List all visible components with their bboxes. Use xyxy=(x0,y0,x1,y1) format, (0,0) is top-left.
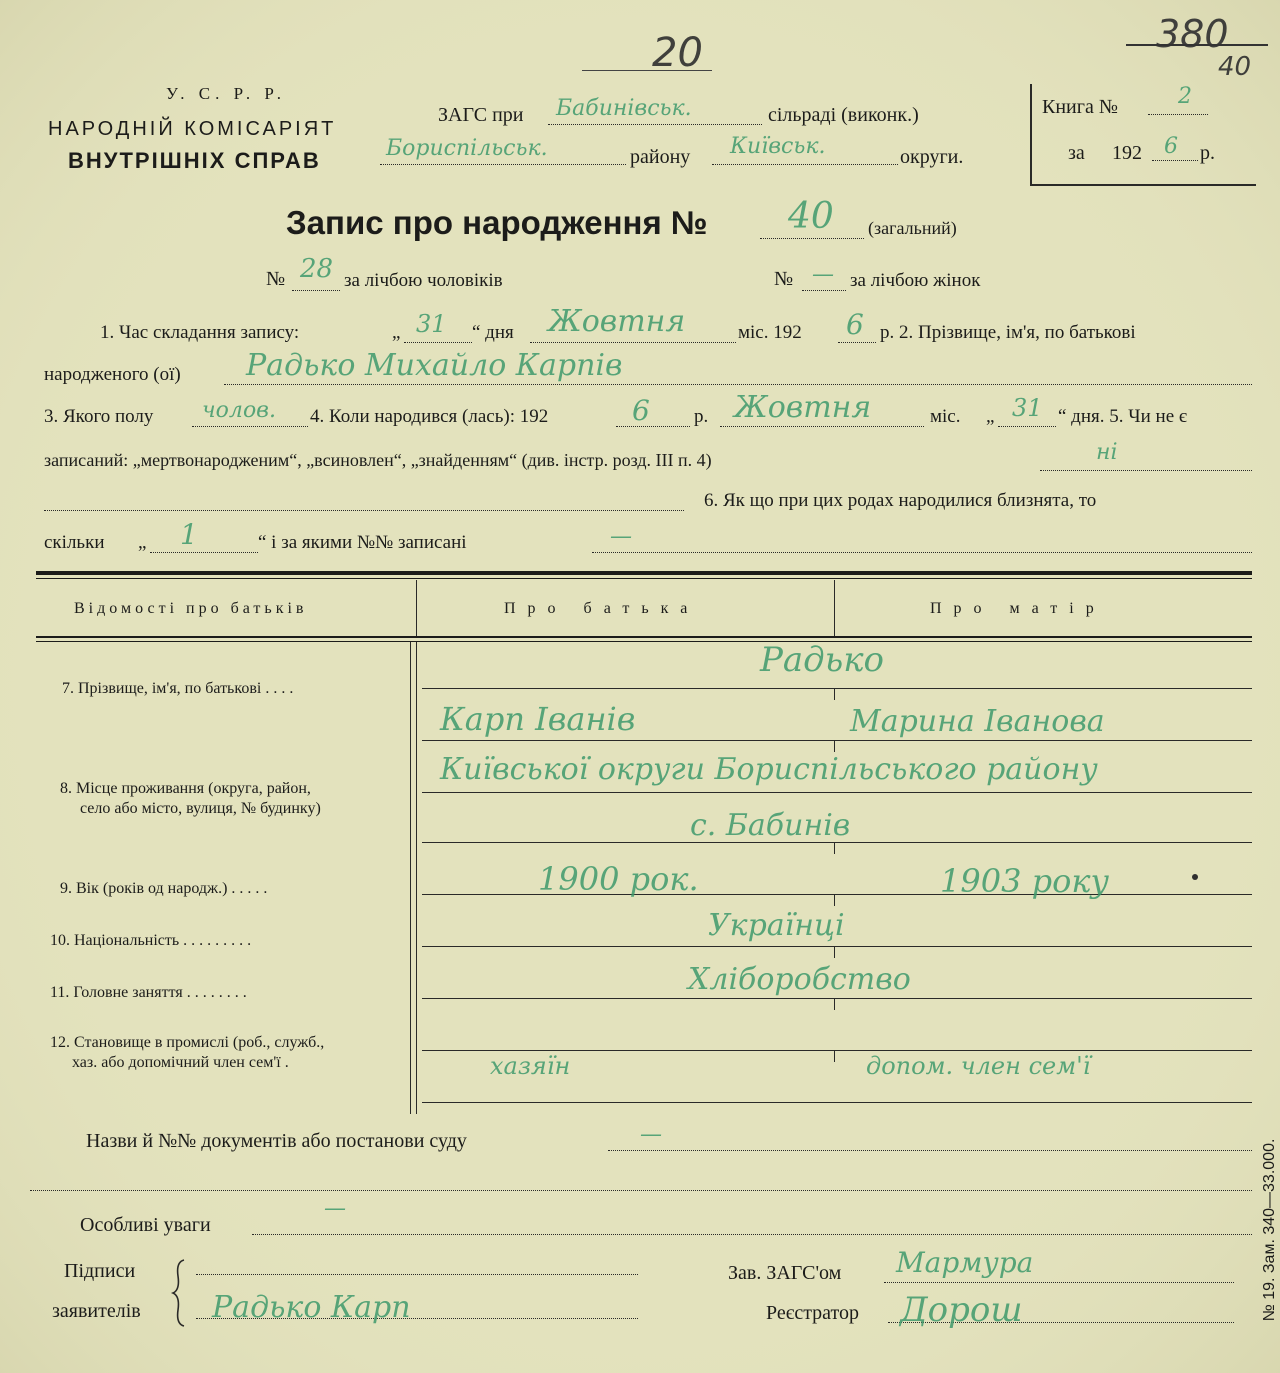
hw-twins-records: — xyxy=(610,524,632,549)
born-label: народженого (ої) xyxy=(44,364,181,385)
row-label-9: 9. Вік (років од народж.) . . . . . xyxy=(60,880,268,897)
signature-brace xyxy=(170,1258,190,1328)
book-label: Книга № xyxy=(1042,96,1118,118)
applicants-label: заявителів xyxy=(52,1300,141,1322)
hw-top-number: 20 xyxy=(652,30,703,76)
hw-okruga: Київськ. xyxy=(730,134,826,159)
hw-rayon: Бориспільськ. xyxy=(386,136,548,161)
hw-mother-name: Марина Іванова xyxy=(850,704,1105,739)
hw-head-signature: Мармура xyxy=(896,1246,1034,1279)
hw-twins-count: 1 xyxy=(180,518,198,551)
hw-mother-age: 1903 року xyxy=(940,862,1110,900)
hw-record-number: 40 xyxy=(788,196,834,237)
birth-record-form: У. С. Р. Р. НАРОДНІЙ КОМІСАРІЯТ ВНУТРІШНІХ СПРАВ ЗАГС при Бабинівськ. сільраді (виконк.) Бориспільськ. району Київськ. округи. 20 380 40 Книга № 2 за 192 6 р. Запис про народження № 40 (загальний) № 28 за лічбою чоловіків № — за лічбою жінок 1. Час складання запису: „ 31 “ дня Жовтня міс. 192 6 р. 2. Прізвище, ім'я, по батькові народженого (ої) Радько Михайло Карпів 3. Якого полу чолов. 4. Коли народився (лась): 192 6 р. Жовтня міс. „ 31 “ дня. 5. Чи не є записаний: „мертвонародженим“, „всиновлен“, „знайденням“ (див. інстр. розд. III п. 4) ні 6. Як що при цих родах народилися близнята, то скільки „ 1 “ і за якими №№ записані — Відомості про батьків Про батька Про матір 7. Прізвище, ім'я, по батькові . . . . 8. Місце проживання (округа, район, село або місто, вулиця, № будинку) 9. Вік (років од народж.) . . . . . 10. Національність . . . . . . . . . 11. Головне заняття . . . . . . . . 12. Становище в промислі (роб., служб., хаз. або допомічний член сем'ї . Радько Карп Іванів Марина Іванова Київської округи Бориспільського району с. Бабинів 1900 рок. 1903 року Українці Хліборобство хазяїн допом. член сем'ї Назви й №№ документів або постанови суду — Особливі уваги — Підписи заявителів Радько Карп Зав. ЗАГС'ом Мармура Реєстратор Дорош № 19. Зам. 340—33.000. xyxy=(0,0,1280,1373)
hw-father-status: хазяїн xyxy=(490,1052,571,1080)
row-label-7: 7. Прізвище, ім'я, по батькові . . . . xyxy=(62,680,294,697)
rayonu-label: району xyxy=(630,146,691,168)
row-label-11: 11. Головне заняття . . . . . . . . xyxy=(50,984,247,1001)
col-parents-header: Відомості про батьків xyxy=(74,600,308,617)
hw-applicant-signature: Радько Карп xyxy=(212,1290,411,1325)
book-year-prefix: 192 xyxy=(1112,142,1142,164)
hw-mother-status: допом. член сем'ї xyxy=(866,1052,1091,1080)
hw-men-count: 28 xyxy=(300,254,334,284)
head-zags-label: Зав. ЗАГС'ом xyxy=(728,1262,842,1284)
col-father-header: Про батька xyxy=(504,600,700,617)
row-label-8b: село або місто, вулиця, № будинку) xyxy=(80,800,321,817)
ussr-label: У. С. Р. Р. xyxy=(166,84,287,103)
book-year-suffix: р. xyxy=(1200,142,1215,164)
row-label-12: 12. Становище в промислі (роб., служб., xyxy=(50,1034,325,1051)
docs-label: Назви й №№ документів або постанови суду xyxy=(86,1130,467,1152)
zags-pri-label: ЗАГС при xyxy=(438,104,524,126)
book-year-za: за xyxy=(1068,142,1085,164)
hw-record-month: Жовтня xyxy=(548,304,686,339)
row-label-10: 10. Національність . . . . . . . . . xyxy=(50,932,252,949)
hw-birth-month: Жовтня xyxy=(734,390,872,425)
form-title: Запис про народження № xyxy=(286,204,708,241)
women-no: № xyxy=(774,268,794,290)
hw-book: 2 xyxy=(1178,84,1192,109)
hw-docs: — xyxy=(640,1122,662,1147)
registrar-label: Реєстратор xyxy=(766,1302,860,1324)
hw-child-name: Радько Михайло Карпів xyxy=(246,348,623,383)
hw-record-day: 31 xyxy=(416,310,447,338)
hw-birth-year: 6 xyxy=(632,394,650,427)
hw-surname: Радько xyxy=(760,640,884,680)
general-note: (загальний) xyxy=(868,218,957,238)
hw-sex: чолов. xyxy=(202,398,276,423)
hw-ref-a: 380 xyxy=(1156,12,1229,56)
hw-occupation: Хліборобство xyxy=(688,962,911,997)
hw-book-year: 6 xyxy=(1164,134,1178,159)
col-mother-header: Про матір xyxy=(930,600,1106,617)
hw-notes: — xyxy=(324,1196,346,1221)
men-no: № xyxy=(266,268,286,290)
men-label: за лічбою чоловіків xyxy=(344,270,503,291)
signatures-label: Підписи xyxy=(64,1260,136,1282)
commissariat-label: НАРОДНІЙ КОМІСАРІЯТ xyxy=(48,118,337,140)
women-label: за лічбою жінок xyxy=(850,270,981,291)
hw-ref-b: 40 xyxy=(1218,52,1252,82)
side-print-code: № 19. Зам. 340—33.000. xyxy=(1261,1138,1278,1322)
notes-label: Особливі уваги xyxy=(80,1214,211,1236)
hw-place-1: Київської округи Бориспільського району xyxy=(440,752,1098,787)
hw-registrar-signature: Дорош xyxy=(900,1290,1023,1330)
hw-birth-day: 31 xyxy=(1012,394,1043,422)
hw-place-2: с. Бабинів xyxy=(690,808,851,843)
hw-nationality: Українці xyxy=(708,908,845,943)
hw-father-name: Карп Іванів xyxy=(440,700,636,738)
silradi-label: сільраді (виконк.) xyxy=(768,104,919,126)
row-label-12b: хаз. або допомічний член сем'ї . xyxy=(72,1054,289,1071)
row-label-8: 8. Місце проживання (округа, район, xyxy=(60,780,311,797)
hw-women-count: — xyxy=(812,262,834,287)
table-top-rule xyxy=(36,571,1252,575)
hw-father-age: 1900 рок. xyxy=(538,860,699,898)
pencil-mark xyxy=(1190,872,1200,882)
hw-village: Бабинівськ. xyxy=(556,96,692,121)
hw-item-5: ні xyxy=(1096,440,1118,465)
ministry-label: ВНУТРІШНІХ СПРАВ xyxy=(68,148,321,173)
okrugy-label: округи. xyxy=(900,146,964,168)
item-1-label: 1. Час складання запису: xyxy=(100,322,300,343)
hw-record-year: 6 xyxy=(846,308,864,341)
